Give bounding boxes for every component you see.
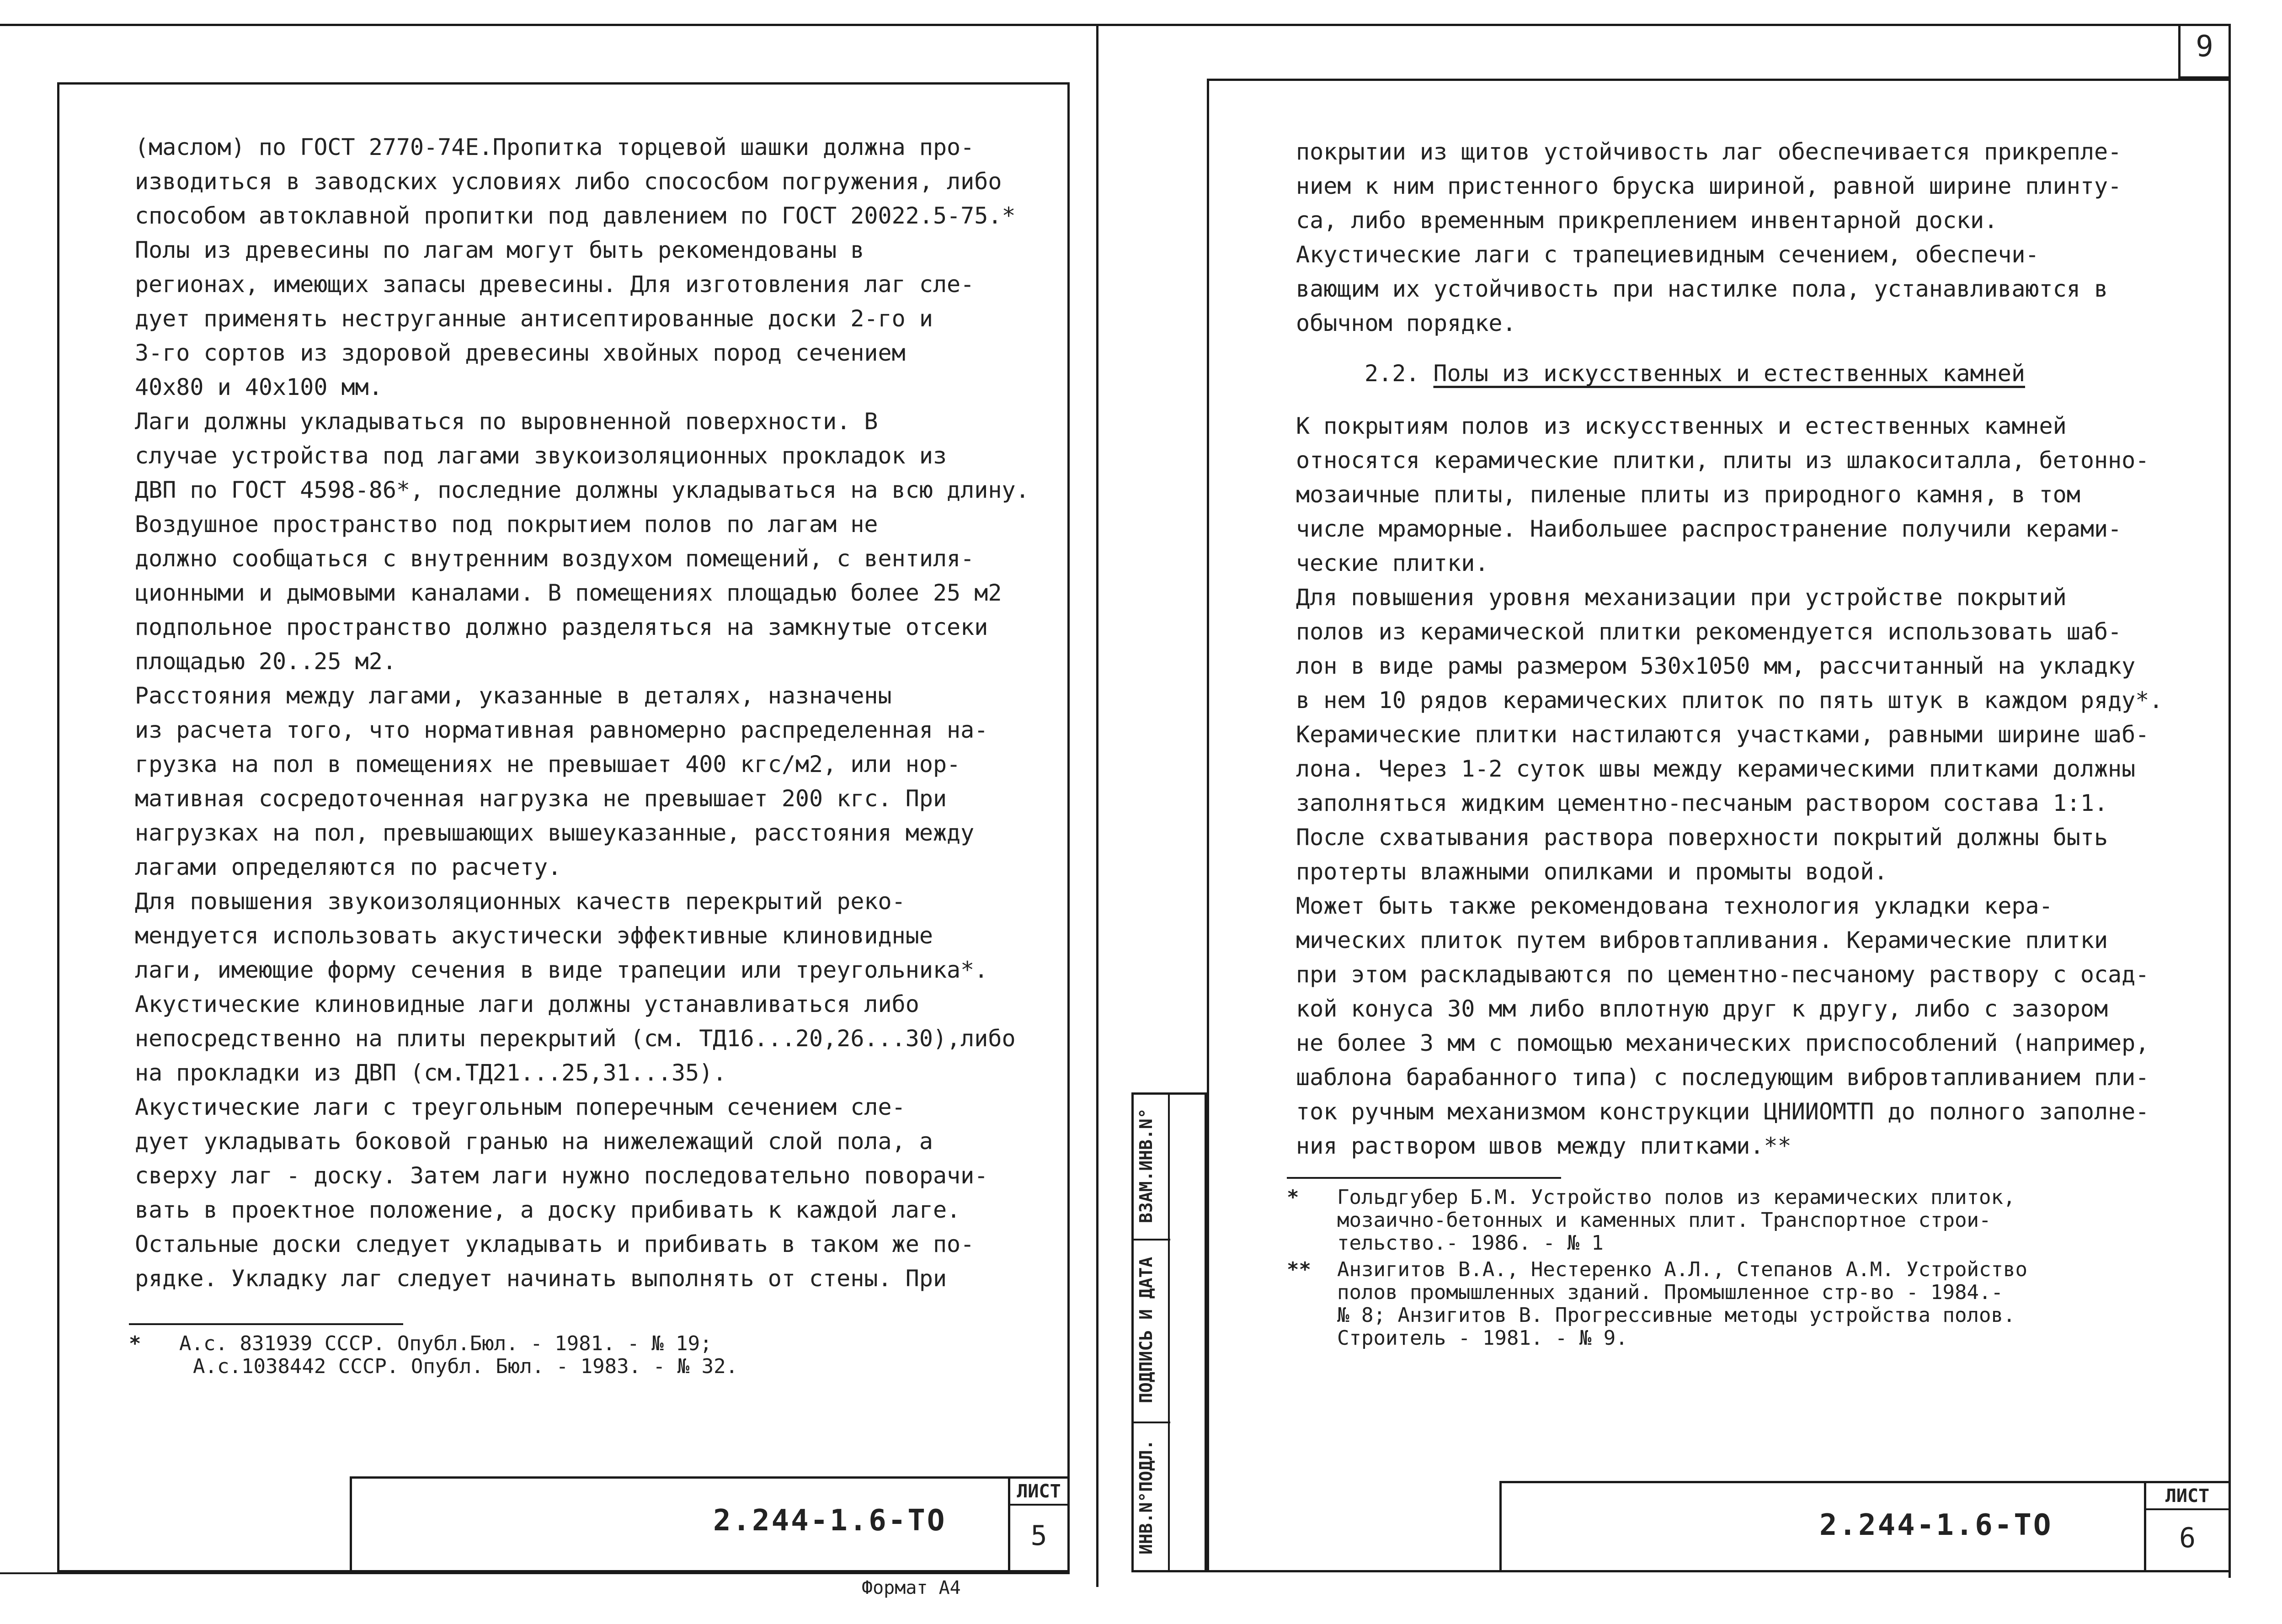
right-page-body-bottom: [1296, 409, 2210, 1163]
text-line: не более 3 мм с помощью механических приспособлений (например,: [1296, 1030, 2149, 1056]
left-sheet-box-divider: [1008, 1504, 1070, 1506]
text-line: Полы из древесины по лагам могут быть рекомендованы в: [135, 237, 864, 263]
text-line: вающим их устойчивость при настилке пола, устанавливаются в: [1296, 276, 2108, 302]
side-stamp-col-divider: [1168, 1092, 1170, 1572]
side-stamp-inv-no: ИНВ.N°ПОДЛ.: [1136, 1439, 1156, 1555]
footnote-line: Гольдгубер Б.М. Устройство полов из керамических плиток,: [1337, 1186, 2015, 1209]
text-line: Для повышения звукоизоляционных качеств перекрытий реко-: [135, 888, 906, 915]
text-line: регионах, имеющих запасы древесины. Для изготовления лаг сле-: [135, 271, 975, 298]
text-line: (маслом) по ГОСТ 2770-74Е.Пропитка торцевой шашки должна про-: [135, 134, 975, 160]
text-line: нагрузках на пол, превышающих вышеуказанные, расстояния между: [135, 820, 975, 846]
text-line: из расчета того, что нормативная равномерно распределенная на-: [135, 717, 988, 743]
left-page-body: [135, 130, 1058, 1296]
footnote-line: Анзигитов В.А., Нестеренко А.Л., Степанов А.М. Устройство: [1337, 1258, 2027, 1281]
text-line: подпольное пространство должно разделяться на замкнутые отсеки: [135, 614, 988, 640]
right-title-block-left: [1499, 1481, 1502, 1572]
text-line: ДВП по ГОСТ 4598-86*, последние должны укладываться на всю длину.: [135, 477, 1029, 503]
text-line: кой конуса 30 мм либо вплотную друг к другу, либо с зазором: [1296, 996, 2108, 1022]
text-line: Может быть также рекомендована технология укладки кера-: [1296, 893, 2053, 919]
right-footnote-rule: [1287, 1177, 1561, 1179]
footnote-line: полов промышленных зданий. Промышленное стр-во - 1984.-: [1337, 1281, 2003, 1304]
text-line: протерты влажными опилками и промыты водой.: [1296, 858, 1888, 885]
section-number: 2.2.: [1365, 360, 1420, 387]
text-line: дует укладывать боковой гранью на нижележащий слой пола, а: [135, 1128, 933, 1155]
text-line: Лаги должны укладываться по выровненной поверхности. В: [135, 408, 878, 435]
text-line: шаблона барабанного типа) с последующим вибровтапливанием пли-: [1296, 1064, 2149, 1091]
right-sheet-label: ЛИСТ: [2165, 1486, 2210, 1507]
text-line: случае устройства под лагами звукоизоляционных прокладок из: [135, 442, 947, 469]
center-divider: [1096, 24, 1098, 1587]
text-line: способом автоклавной пропитки под давлением по ГОСТ 20022.5-75.*: [135, 202, 1016, 229]
footnote-mark: *: [129, 1332, 141, 1355]
corner-page-number: 9: [2196, 30, 2213, 64]
left-title-block-left: [350, 1476, 352, 1572]
footnote-mark: *: [1287, 1186, 1299, 1209]
right-sheet-number: 6: [2179, 1522, 2196, 1554]
left-title-block-top: [350, 1476, 1070, 1479]
text-line: нием к ним пристенного бруска шириной, равной ширине плинту-: [1296, 173, 2122, 199]
side-stamp-row-divider-1: [1131, 1239, 1170, 1241]
right-page-body-top: [1296, 135, 2210, 341]
text-line: числе мраморные. Наибольшее распространение получили керами-: [1296, 516, 2122, 542]
side-stamp-replaces-inv: ВЗАМ.ИНВ.N°: [1136, 1108, 1156, 1223]
text-line: ток ручным механизмом конструкции ЦНИИОМТП до полного заполне-: [1296, 1098, 2149, 1125]
text-line: мативная сосредоточенная нагрузка не превышает 200 кгс. При: [135, 785, 947, 812]
text-line: К покрытиям полов из искусственных и естественных камней: [1296, 413, 2067, 439]
format-label: Формат А4: [862, 1578, 961, 1598]
text-line: лагами определяются по расчету.: [135, 854, 562, 880]
text-line: грузка на пол в помещениях не превышает 400 кгс/м2, или нор-: [135, 751, 961, 777]
text-line: ческие плитки.: [1296, 550, 1489, 576]
top-border-line: [0, 24, 2231, 26]
text-line: лона. Через 1-2 суток швы между керамическими плитками должны: [1296, 756, 2136, 782]
side-stamp-signature-date: ПОДПИСЬ И ДАТА: [1136, 1257, 1156, 1404]
text-line: изводиться в заводских условиях либо спососбом погружения, либо: [135, 168, 1002, 195]
footnote-line: мозаично-бетонных и каменных плит. Транспортное строи-: [1337, 1209, 1991, 1232]
side-stamp-row-divider-2: [1131, 1422, 1170, 1423]
right-sheet-box-divider: [2144, 1508, 2231, 1510]
text-line: площадью 20..25 м2.: [135, 648, 396, 675]
text-line: ния раствором швов между плитками.**: [1296, 1133, 1791, 1159]
right-title-block-top: [1499, 1481, 2231, 1483]
footnote-mark: **: [1287, 1258, 1311, 1281]
text-line: непосредственно на плиты перекрытий (см. ТД16...20,26...30),либо: [135, 1025, 1016, 1052]
footnote-line: А.с. 831939 СССР. Опубл.Бюл. - 1981. - № 19;: [179, 1332, 712, 1355]
footnote-item: [1287, 1186, 2201, 1255]
text-line: в нем 10 рядов керамических плиток по пять штук в каждом ряду*.: [1296, 687, 2163, 713]
footnote-line: № 8; Анзигитов В. Прогрессивные методы устройства полов.: [1337, 1304, 2015, 1327]
text-line: полов из керамической плитки рекомендуется использовать шаб-: [1296, 618, 2122, 645]
text-line: заполняться жидким цементно-песчаным раствором состава 1:1.: [1296, 790, 2108, 816]
right-footnotes: [1287, 1186, 2201, 1350]
text-line: 40х80 и 40х100 мм.: [135, 374, 383, 400]
left-footnote: [129, 1332, 997, 1378]
text-line: обычном порядке.: [1296, 310, 1516, 336]
text-line: Акустические лаги с трапециевидным сечением, обеспечи-: [1296, 241, 2039, 268]
footnote-item: [1287, 1258, 2201, 1350]
left-sheet-label: ЛИСТ: [1017, 1481, 1061, 1502]
text-line: Акустические лаги с треугольным поперечным сечением сле-: [135, 1094, 906, 1120]
text-line: покрытии из щитов устойчивость лаг обеспечивается прикрепле-: [1296, 138, 2122, 165]
right-doc-code: 2.244-1.6-ТО: [1819, 1508, 2053, 1542]
footnote-line: тельство.- 1986. - № 1: [1337, 1231, 1604, 1255]
text-line: лон в виде рамы размером 530х1050 мм, рассчитанный на укладку: [1296, 653, 2136, 679]
text-line: Керамические плитки настилаются участками, равными ширине шаб-: [1296, 721, 2149, 748]
section-title: Полы из искусственных и естественных камней: [1433, 360, 2025, 387]
left-sheet-number: 5: [1030, 1520, 1047, 1552]
text-line: относятся керамические плитки, плиты из шлакоситалла, бетонно-: [1296, 447, 2149, 474]
text-line: вать в проектное положение, а доску прибивать к каждой лаге.: [135, 1197, 961, 1223]
text-line: мозаичные плиты, пиленые плиты из природного камня, в том: [1296, 481, 2080, 508]
left-bottom-line: [0, 1572, 1070, 1574]
text-line: Для повышения уровня механизации при устройстве покрытий: [1296, 584, 2067, 611]
text-line: дует применять неструганные антисептированные доски 2-го и: [135, 305, 933, 332]
footnote-line: А.с.1038442 СССР. Опубл. Бюл. - 1983. - № 32.: [193, 1355, 738, 1378]
text-line: мендуется использовать акустически эффективные клиновидные: [135, 922, 933, 949]
text-line: на прокладки из ДВП (см.ТД21...25,31...35).: [135, 1060, 727, 1086]
footnote-line: Строитель - 1981. - № 9.: [1337, 1326, 1628, 1350]
text-line: 3-го сортов из здоровой древесины хвойных пород сечением: [135, 340, 906, 366]
left-doc-code: 2.244-1.6-ТО: [713, 1504, 947, 1538]
section-heading: [1365, 357, 2025, 391]
text-line: са, либо временным прикреплением инвентарной доски.: [1296, 207, 1998, 234]
text-line: После схватывания раствора поверхности покрытий должны быть: [1296, 824, 2108, 851]
text-line: ционными и дымовыми каналами. В помещениях площадью более 25 м2: [135, 580, 1002, 606]
text-line: Расстояния между лагами, указанные в деталях, назначены: [135, 682, 892, 709]
text-line: лаги, имеющие форму сечения в виде трапеции или треугольника*.: [135, 957, 988, 983]
left-footnote-rule: [129, 1323, 403, 1325]
text-line: должно сообщаться с внутренним воздухом помещений, с вентиля-: [135, 545, 975, 572]
text-line: при этом раскладываются по цементно-песчаному раствору с осад-: [1296, 961, 2149, 988]
text-line: сверху лаг - доску. Затем лаги нужно последовательно поворачи-: [135, 1162, 988, 1189]
text-line: Акустические клиновидные лаги должны устанавливаться либо: [135, 991, 919, 1017]
text-line: Остальные доски следует укладывать и прибивать в таком же по-: [135, 1231, 975, 1257]
text-line: рядке. Укладку лаг следует начинать выполнять от стены. При: [135, 1265, 947, 1292]
text-line: Воздушное пространство под покрытием полов по лагам не: [135, 511, 878, 538]
text-line: мических плиток путем вибровтапливания. Керамические плитки: [1296, 927, 2108, 953]
